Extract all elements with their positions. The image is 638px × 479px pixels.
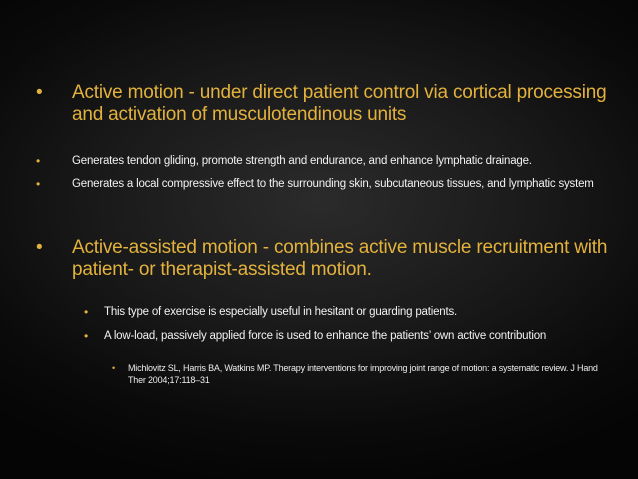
bullet-marker: • xyxy=(84,329,89,343)
bullet-text: Active motion - under direct patient control via cortical processing and activation of musculotendinous units xyxy=(72,82,607,125)
bullet-text: Generates a local compressive effect to the surrounding skin, subcutaneous tissues, and lymphatic system xyxy=(72,178,594,190)
bullet-marker: • xyxy=(112,363,115,373)
bullet-text: Active-assisted motion - combines active muscle recruitment with patient- or therapist-assisted motion. xyxy=(72,237,608,280)
bullet-marker: • xyxy=(36,82,43,103)
bullet-text: A low-load, passively applied force is used to enhance the patients’ own active contribution xyxy=(104,330,547,342)
bullet-text: This type of exercise is especially useful in hesitant or guarding patients. xyxy=(104,306,457,318)
bullet-marker: • xyxy=(36,237,43,258)
bullet-text: Generates tendon gliding, promote strength and endurance, and enhance lymphatic drainage. xyxy=(72,155,532,167)
bullet-marker: • xyxy=(36,154,41,168)
bullet-marker: • xyxy=(84,305,89,319)
citation-text: Michlovitz SL, Harris BA, Watkins MP. Therapy interventions for improving joint range of motion: a systematic review. J Hand Ther 2004;17:118–31 xyxy=(128,363,598,385)
bullet-marker: • xyxy=(36,177,41,191)
